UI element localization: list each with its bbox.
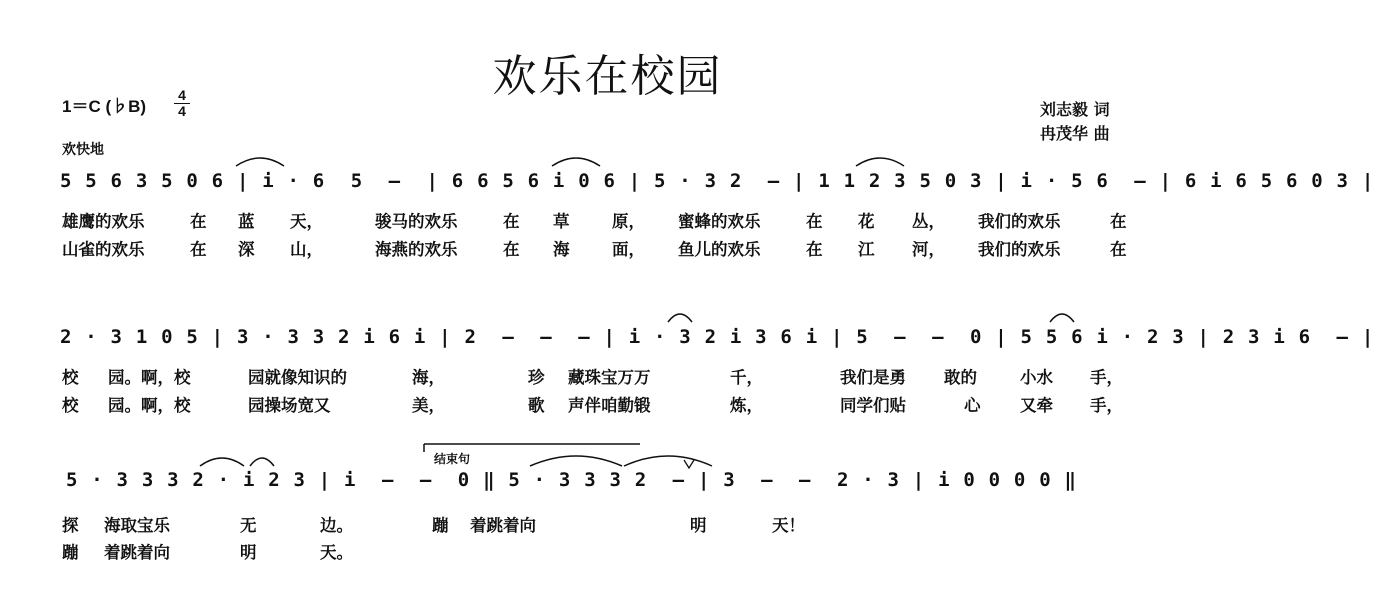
slur — [200, 458, 244, 466]
lyric-word: 园操场宽又 — [248, 396, 331, 415]
lyric-word: 心 — [964, 396, 981, 415]
notation-line-3: 5 · 3 3 3 2 · i 2 3 | i – – 0 ‖ 5 · 3 3 3 2 – | 3 – – 2 · 3 | i 0 0 0 0 ‖ — [66, 469, 1078, 491]
lyric-word: 海取宝乐 — [104, 516, 170, 535]
lyricist-credit: 刘志毅 词 — [1040, 100, 1110, 119]
lyric-word: 歌 — [528, 396, 545, 415]
lyric-word: 河， — [912, 240, 945, 259]
lyric-word: 边。 — [320, 516, 353, 535]
time-signature — [174, 88, 190, 119]
lyric-word: 在 — [806, 212, 823, 231]
lyric-word: 蹦 — [432, 516, 449, 535]
slur — [552, 158, 600, 166]
lyric-word: 海， — [412, 368, 445, 387]
lyrics-line-3-verse-1 — [0, 512, 1215, 534]
lyric-word: 美， — [412, 396, 445, 415]
notation-line-1: 5 5 6 3 5 0 6 | i · 6 5 – | 6 6 5 6 i 0 6 | 5 · 3 2 – | 1 1 2 3 5 0 3 | i · 5 6 – | 6 i 6 5 6 0 3 | — [60, 170, 1374, 192]
lyric-word: 又牵 — [1020, 396, 1053, 415]
lyric-word: 蜜蜂的欢乐 — [678, 212, 761, 231]
lyric-word: 明 — [240, 543, 257, 562]
lyric-word: 原， — [612, 212, 645, 231]
lyric-word: 在 — [503, 240, 520, 259]
lyric-word: 草 — [553, 212, 570, 231]
lyric-word: 着跳着向 — [104, 543, 170, 562]
lyric-word: 藏珠宝万万 — [568, 368, 651, 387]
lyric-word: 手， — [1090, 368, 1123, 387]
notation-line-2: 2 · 3 1 0 5 | 3 · 3 3 2 i 6 i | 2 – – – | i · 3 2 i 3 6 i | 5 – – 0 | 5 5 6 i · 2 3 | 2 3 i 6 – | — [60, 326, 1374, 348]
lyric-word: 园。啊，校 — [108, 368, 191, 387]
ending-label: 结束句 — [434, 452, 471, 466]
lyric-word: 敢的 — [944, 368, 977, 387]
slur — [236, 158, 284, 166]
slurs — [200, 158, 1074, 466]
lyric-word: 探 — [62, 516, 79, 535]
lyric-word: 海 — [553, 240, 570, 259]
lyric-word: 珍 — [528, 368, 545, 387]
time-signature-bottom: 4 — [174, 103, 190, 119]
lyrics-line-1-verse-1 — [0, 208, 1215, 230]
lyric-word: 鱼儿的欢乐 — [678, 240, 761, 259]
composer-credit: 冉茂华 曲 — [1040, 124, 1110, 143]
lyric-word: 手， — [1090, 396, 1123, 415]
lyrics-line-1-verse-2 — [0, 236, 1215, 258]
song-title: 欢乐在校园 — [492, 51, 723, 102]
lyric-word: 千， — [730, 368, 763, 387]
lyric-word: 在 — [806, 240, 823, 259]
lyric-word: 小水 — [1020, 368, 1053, 387]
breath-mark — [684, 460, 694, 468]
lyrics-line-2-verse-1 — [0, 364, 1215, 386]
lyrics-line-3-verse-2 — [0, 539, 1215, 561]
key-signature: 1＝C (♭B) — [62, 97, 147, 116]
lyric-word: 丛， — [912, 212, 945, 231]
lyric-word: 海燕的欢乐 — [375, 240, 458, 259]
lyric-word: 明 — [690, 516, 707, 535]
lyric-word: 无 — [240, 516, 257, 535]
lyric-word: 在 — [190, 240, 207, 259]
lyric-word: 山雀的欢乐 — [62, 240, 145, 259]
lyric-word: 着跳着向 — [470, 516, 536, 535]
slur — [668, 314, 692, 322]
lyric-word: 我们的欢乐 — [978, 240, 1061, 259]
slur — [530, 456, 622, 466]
lyric-word: 花 — [858, 212, 875, 231]
lyric-word: 山， — [290, 240, 323, 259]
lyric-word: 园。啊，校 — [108, 396, 191, 415]
lyric-word: 在 — [503, 212, 520, 231]
lyric-word: 深 — [238, 240, 255, 259]
slur — [856, 158, 904, 166]
tempo-marking: 欢快地 — [62, 142, 104, 158]
lyric-word: 江 — [858, 240, 875, 259]
lyric-word: 我们的欢乐 — [978, 212, 1061, 231]
lyrics-line-2-verse-2 — [0, 392, 1215, 414]
lyric-word: 校 — [62, 396, 79, 415]
lyric-word: 天。 — [320, 543, 353, 562]
lyric-word: 同学们贴 — [840, 396, 906, 415]
lyric-word: 蹦 — [62, 543, 79, 562]
lyric-word: 天， — [290, 212, 323, 231]
lyric-word: 在 — [190, 212, 207, 231]
lyric-word: 我们是勇 — [840, 368, 906, 387]
lyric-word: 校 — [62, 368, 79, 387]
lyric-word: 蓝 — [238, 212, 255, 231]
slur — [624, 456, 712, 466]
lyric-word: 骏马的欢乐 — [375, 212, 458, 231]
lyric-word: 炼， — [730, 396, 763, 415]
lyric-word: 在 — [1110, 212, 1127, 231]
lyric-word: 园就像知识的 — [248, 368, 347, 387]
slur — [250, 458, 274, 466]
time-signature-top: 4 — [178, 87, 186, 103]
lyric-word: 在 — [1110, 240, 1127, 259]
slur — [1050, 314, 1074, 322]
lyric-word: 天！ — [772, 516, 805, 535]
lyric-word: 雄鹰的欢乐 — [62, 212, 145, 231]
lyric-word: 声伴咱勤锻 — [568, 396, 651, 415]
lyric-word: 面， — [612, 240, 645, 259]
